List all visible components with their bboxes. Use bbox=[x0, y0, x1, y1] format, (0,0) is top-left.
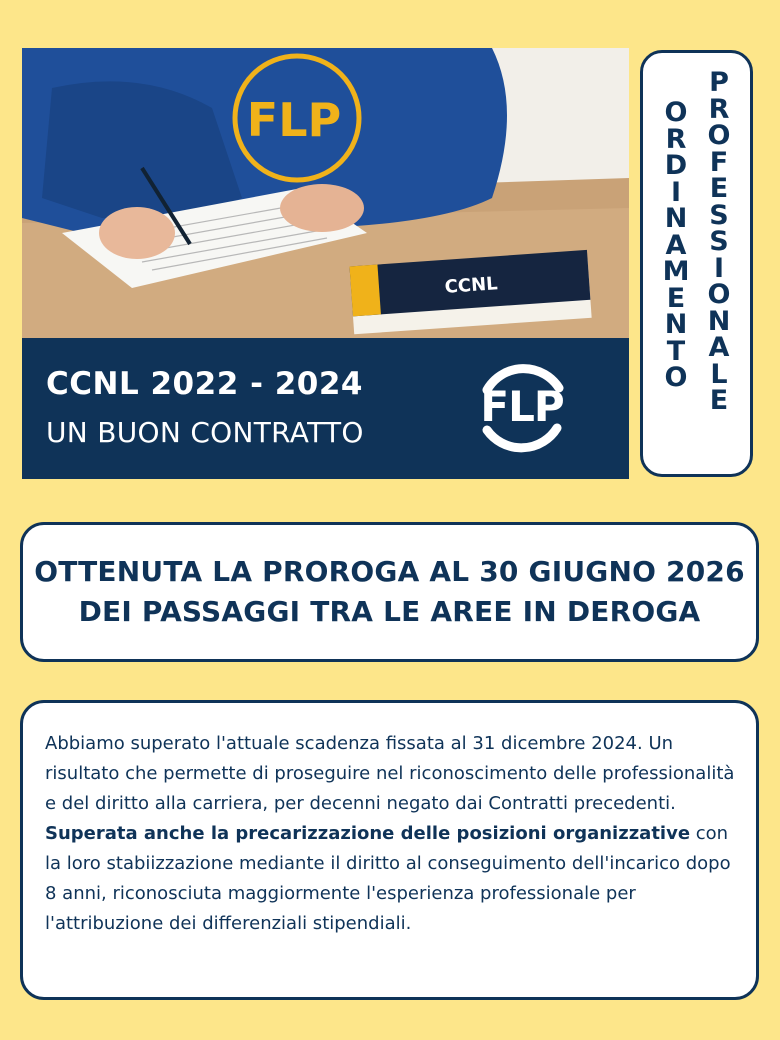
flp-logo bbox=[467, 352, 577, 464]
headline-line-1: OTTENUTA LA PROROGA AL 30 GIUGNO 2026 bbox=[34, 555, 745, 588]
headline-box bbox=[20, 522, 759, 662]
letter: F bbox=[709, 146, 729, 178]
body-paragraph-1: Abbiamo superato l'attuale scadenza fissata al 31 dicembre 2024. Un risultato che permette di proseguire nel riconoscimento delle professionalità e del diritto alla carriera, per decenni negato dai Contratti precedenti. bbox=[45, 733, 735, 814]
letter: I bbox=[713, 252, 725, 284]
letter: S bbox=[709, 199, 729, 231]
vertical-word-professionale bbox=[704, 67, 734, 416]
letter: O bbox=[707, 279, 731, 310]
letter: M bbox=[662, 256, 690, 287]
letter: N bbox=[664, 309, 688, 340]
photo-signing-contract bbox=[22, 48, 629, 338]
body-paragraph-2-bold: Superata anche la precarizzazione delle posizioni organizzative bbox=[45, 823, 691, 844]
book-label: CCNL bbox=[443, 273, 499, 298]
body-paragraph-2-rest: con la loro stabiizzazione mediante il diritto al conseguimento dell'incarico dopo 8 anni, riconosciuta maggiormente l'esperienza professionale per l'attribuzione dei differenziali stipendiali. bbox=[45, 823, 731, 934]
letter: N bbox=[707, 305, 731, 337]
banner-title: CCNL 2022 - 2024 bbox=[46, 366, 364, 402]
letter: N bbox=[664, 203, 688, 234]
letter: S bbox=[709, 226, 729, 257]
letter: R bbox=[665, 123, 687, 155]
letter: O bbox=[707, 120, 731, 151]
letter: P bbox=[709, 67, 729, 98]
side-panel bbox=[640, 50, 753, 477]
banner bbox=[22, 338, 629, 479]
hero-image bbox=[22, 48, 629, 479]
letter: E bbox=[666, 282, 686, 314]
letter: O bbox=[664, 97, 688, 128]
body-box bbox=[20, 700, 759, 1000]
letter: L bbox=[710, 358, 728, 390]
vertical-word-ordinamento bbox=[661, 97, 691, 393]
letter: A bbox=[708, 332, 730, 363]
letter: A bbox=[665, 229, 687, 261]
letter: R bbox=[708, 93, 730, 125]
shirt-logo-text: FLP bbox=[246, 93, 342, 147]
letter: E bbox=[709, 173, 729, 204]
letter: E bbox=[709, 385, 729, 416]
headline-line-2: DEI PASSAGGI TRA LE AREE IN DEROGA bbox=[78, 595, 701, 628]
body-paragraph-2 bbox=[45, 819, 740, 939]
letter: D bbox=[664, 150, 688, 181]
logo-text: FLP bbox=[480, 382, 564, 431]
banner-subtitle: UN BUON CONTRATTO bbox=[46, 416, 364, 449]
letter: I bbox=[670, 176, 682, 208]
letter: T bbox=[666, 335, 686, 367]
letter: O bbox=[664, 362, 688, 393]
